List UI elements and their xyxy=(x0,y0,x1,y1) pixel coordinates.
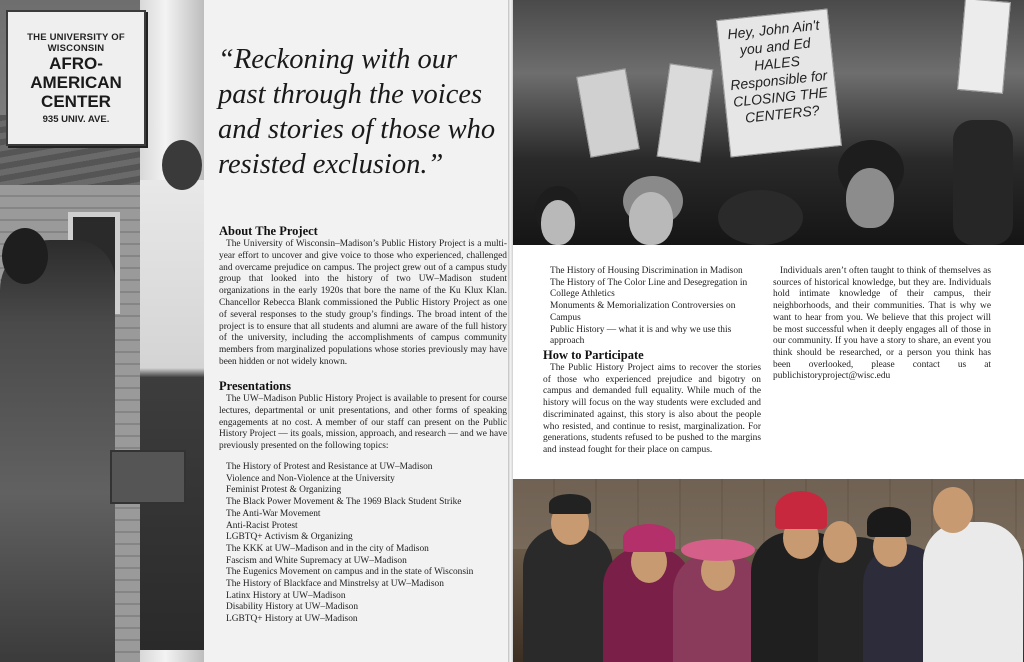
share-body: Individuals aren’t often taught to think of themselves as sources of historical knowledge, but they are. Individuals hold intimate knowledge of their campus, their neighborhoods, and their communities. That is why we want to hear from you. We believe that this project will be most successful when it deeply engages all of those in our community. If you have a story to share, an event you think should be researched, or a person you think has been overlooked, please contact us at publichistoryproject@wisc.edu xyxy=(773,266,991,382)
list-item: LGBTQ+ History at UW–Madison xyxy=(226,614,358,625)
person-hat xyxy=(775,491,827,529)
protester-face xyxy=(541,200,575,245)
protest-sign-main: Hey, John Ain't you and Ed HALES Responsible for CLOSING THE CENTERS? xyxy=(716,9,842,158)
protest-sign-left xyxy=(576,68,639,157)
protest-photo xyxy=(513,0,1024,245)
protester-face xyxy=(846,168,894,228)
about-heading: About The Project xyxy=(219,224,318,238)
sign-afro: AFRO- xyxy=(49,53,103,73)
about-body: The University of Wisconsin–Madison’s Public History Project is a multi-year effort to uncover and give voice to those who experienced, challenged and overcame prejudice on campus. The project grew out of a campus study group that looked into the history of two UW–Madison student organizations in the early 1920s that bore the name of the Ku Klux Klan. Chancellor Rebecca Blank commissioned the Public History Project as one of several responses to the study group’s findings. The broad intent of the project is to ensure that all students and alumni are aware of the full history of the university, including the accomplishments of campus community members from marginalized populations whose stories previously may have been hidden or not widely known. xyxy=(219,239,507,367)
sign-address: 935 UNIV. AVE. xyxy=(42,113,110,125)
list-item: The History of Protest and Resistance at UW–Madison xyxy=(226,462,433,472)
list-item: Latinx History at UW–Madison xyxy=(226,590,346,601)
list-item: LGBTQ+ Activism & Organizing xyxy=(226,532,353,543)
person-hat xyxy=(867,507,911,537)
protest-sign-right xyxy=(957,0,1011,94)
sign-university: THE UNIVERSITY OF WISCONSIN xyxy=(27,31,125,54)
list-item: The Anti-War Movement xyxy=(226,508,321,519)
person-hat xyxy=(681,539,755,561)
person-hat xyxy=(623,524,675,552)
participate-heading: How to Participate xyxy=(543,348,644,362)
sign-american: AMERICAN xyxy=(30,72,122,92)
list-item: Violence and Non-Violence at the University xyxy=(226,473,395,484)
about-section xyxy=(219,224,507,369)
photo-person-coat xyxy=(0,240,115,662)
list-item: The History of The Color Line and Desegregation in College Athletics xyxy=(550,277,748,300)
person-body xyxy=(523,527,613,662)
photo-person-coat-head xyxy=(2,228,48,284)
presentations-body: The UW–Madison Public History Project is available to present for course lectures, departmental or unit presentations, and other forms of speaking engagements at no cost. A member of our staff can present on the Public History Project — its goals, mission, approach, and research — and we have previously presented on the following topics: xyxy=(219,394,507,452)
center-sign xyxy=(6,10,146,146)
list-item: Disability History at UW–Madison xyxy=(226,602,359,613)
list-item: Public History — what it is and why we use this approach xyxy=(550,324,732,347)
photo-person-standing xyxy=(140,180,204,650)
list-item: Fascism and White Supremacy at UW–Madison xyxy=(226,555,407,566)
list-item: The Eugenics Movement on campus and in the state of Wisconsin xyxy=(226,567,474,578)
pull-quote: “Reckoning with our past through the voices and stories of those who resisted exclusion.” xyxy=(218,44,496,180)
list-item: The Black Power Movement & The 1969 Black Student Strike xyxy=(226,497,462,508)
share-section xyxy=(773,266,991,383)
topics-list-continued xyxy=(543,266,761,348)
person-face xyxy=(823,521,857,563)
participate-section xyxy=(543,348,761,457)
presentations-section xyxy=(219,379,507,453)
photo-box xyxy=(110,450,186,504)
protester-face xyxy=(629,192,673,245)
list-item: Feminist Protest & Organizing xyxy=(226,485,342,496)
list-item: The KKK at UW–Madison and in the city of Madison xyxy=(226,543,429,554)
person-hat xyxy=(549,494,591,514)
list-item: Anti-Racist Protest xyxy=(226,520,298,531)
participate-body: The Public History Project aims to recover the stories of those who experienced prejudice and bigotry on campus and demanded full equality. While much of the history will focus on the way students were excluded and discriminated against, this story is also about the people who resisted, and continue to resist, marginalization. For generations, students refused to be pushed to the margins and instead fought for their place on campus. xyxy=(543,363,761,455)
list-item: The History of Blackface and Minstrelsy at UW–Madison xyxy=(226,579,444,590)
topics-list xyxy=(219,462,507,626)
protest-sign-middle xyxy=(657,63,714,162)
photo-person-standing-head xyxy=(162,140,202,190)
protester-head xyxy=(718,190,803,245)
afro-american-center-photo xyxy=(0,0,204,662)
presentations-heading: Presentations xyxy=(219,379,291,393)
student-group-photo xyxy=(513,479,1024,662)
list-item: The History of Housing Discrimination in Madison xyxy=(550,266,743,276)
protester-arm xyxy=(953,120,1013,245)
person-face xyxy=(933,487,973,533)
list-item: Monuments & Memorialization Controversies on Campus xyxy=(550,301,736,323)
sign-center: CENTER xyxy=(41,91,111,111)
person-body xyxy=(923,522,1023,662)
